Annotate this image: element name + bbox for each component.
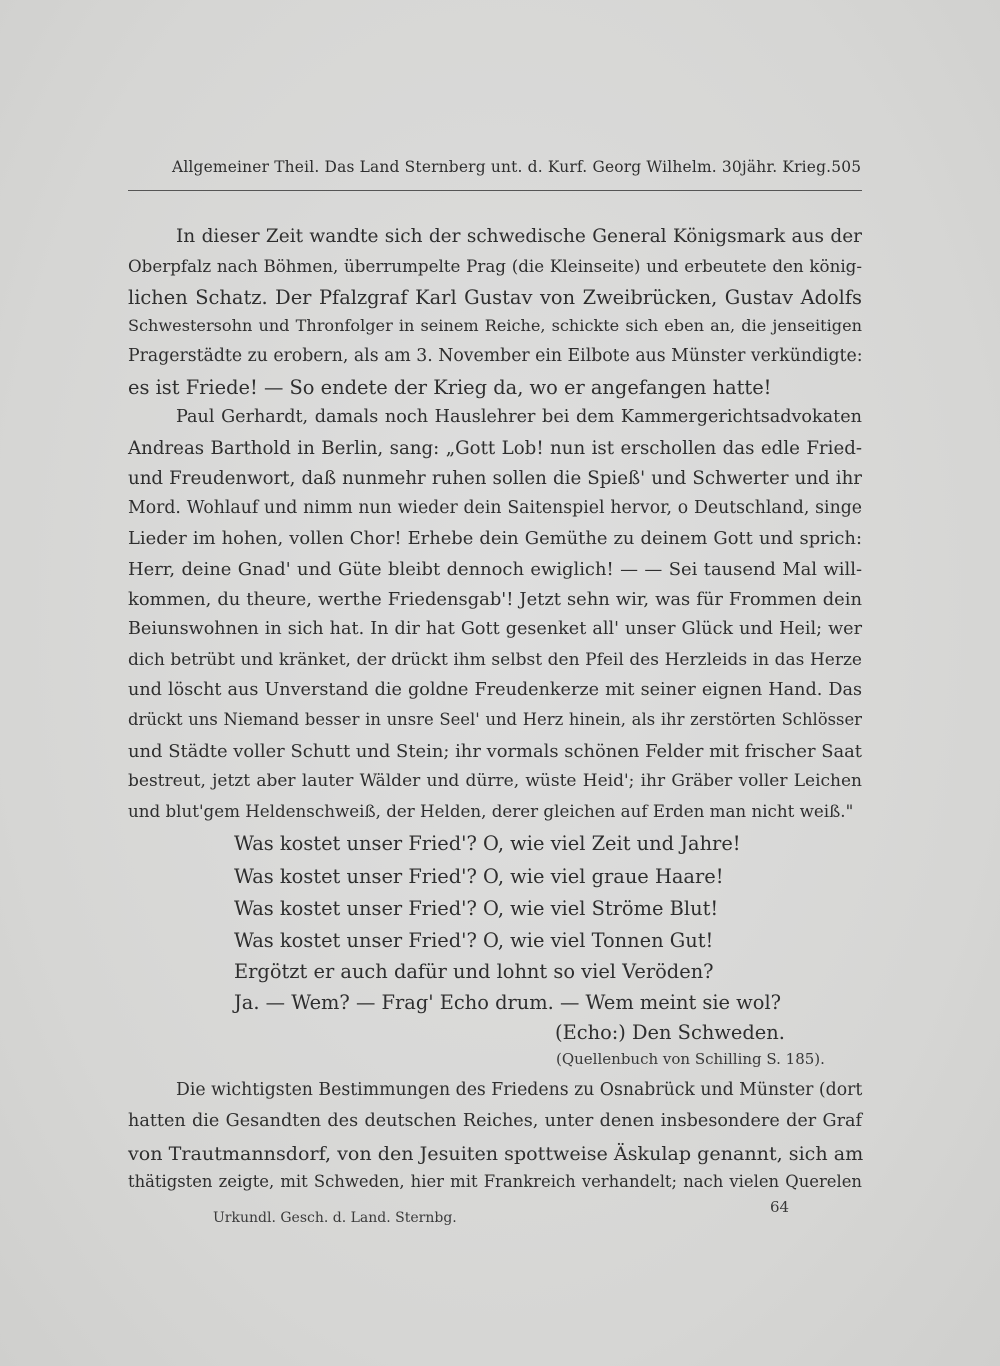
- echo-line: (Echo:) Den Schweden.: [555, 1021, 785, 1044]
- text-line: kommen, du theure, werthe Friedensgab'! Jetzt sehn wir, was für Frommen dein: [128, 589, 862, 610]
- text-line: hatten die Gesandten des deutschen Reiches, unter denen insbesondere der Graf: [128, 1111, 862, 1131]
- text-line: von Trautmannsdorf, von den Jesuiten spottweise Äskulap genannt, sich am: [128, 1142, 864, 1165]
- header-rule: [128, 190, 862, 191]
- verse-line: Ergötzt er auch dafür und lohnt so viel Veröden?: [234, 960, 714, 983]
- verse-line: Was kostet unser Fried'? O, wie viel Zeit und Jahre!: [234, 832, 741, 855]
- text-line: Beiunswohnen in sich hat. In dir hat Gott gesenket all' unser Glück und Heil; wer: [128, 619, 862, 639]
- text-line: und Freudenwort, daß nunmehr ruhen sollen die Spieß' und Schwerter und ihr: [128, 468, 862, 489]
- text-line: Pragerstädte zu erobern, als am 3. November ein Eilbote aus Münster verkündigte:: [128, 346, 863, 366]
- text-line: lichen Schatz. Der Pfalzgraf Karl Gustav von Zweibrücken, Gustav Adolfs: [128, 286, 862, 309]
- text-line: Mord. Wohlauf und nimm nun wieder dein Saitenspiel hervor, o Deutschland, singe: [128, 498, 862, 518]
- page-number: 505: [831, 158, 862, 176]
- text-line: Paul Gerhardt, damals noch Hauslehrer bei dem Kammergerichtsadvokaten: [176, 407, 862, 427]
- text-line: und blut'gem Heldenschweiß, der Helden, derer gleichen auf Erden man nicht weiß.": [128, 801, 854, 821]
- text-line: Oberpfalz nach Böhmen, überrumpelte Prag (die Kleinseite) und erbeutete den könig-: [128, 256, 862, 276]
- page-header: [172, 158, 860, 176]
- text-line: drückt uns Niemand besser in unsre Seel' und Herz hinein, als ihr zerstörten Schlösser: [128, 710, 862, 729]
- text-line: es ist Friede! — So endete der Krieg da, wo er angefangen hatte!: [128, 376, 772, 399]
- text-line: Schwestersohn und Thronfolger in seinem Reiche, schickte sich eben an, die jenseitigen: [128, 316, 862, 335]
- running-title: Allgemeiner Theil. Das Land Sternberg unt. d. Kurf. Georg Wilhelm. 30jähr. Krieg.: [172, 158, 832, 176]
- text-line: Lieder im hohen, vollen Chor! Erhebe dein Gemüthe zu deinem Gott und sprich:: [128, 528, 862, 549]
- verse-line: Was kostet unser Fried'? O, wie viel Tonnen Gut!: [234, 929, 714, 952]
- text-line: In dieser Zeit wandte sich der schwedische General Königsmark aus der: [176, 226, 862, 247]
- text-line: dich betrübt und kränket, der drückt ihm selbst den Pfeil des Herzleids in das Herze: [128, 650, 862, 670]
- verse-line: Was kostet unser Fried'? O, wie viel graue Haare!: [234, 865, 724, 888]
- text-line: Herr, deine Gnad' und Güte bleibt dennoch ewiglich! — — Sei tausend Mal will-: [128, 559, 862, 580]
- text-line: bestreut, jetzt aber lauter Wälder und dürre, wüste Heid'; ihr Gräber voller Leichen: [128, 771, 862, 791]
- text-line: Andreas Barthold in Berlin, sang: „Gott Lob! nun ist erschollen das edle Fried-: [128, 438, 862, 459]
- verse-line: Ja. — Wem? — Frag' Echo drum. — Wem meint sie wol?: [234, 991, 782, 1014]
- text-line: Die wichtigsten Bestimmungen des Friedens zu Osnabrück und Münster (dort: [176, 1080, 863, 1100]
- source-citation: (Quellenbuch von Schilling S. 185).: [556, 1050, 825, 1068]
- text-line: und löscht aus Unverstand die goldne Freudenkerze mit seiner eignen Hand. Das: [128, 680, 862, 700]
- text-line: thätigsten zeigte, mit Schweden, hier mit Frankreich verhandelt; nach vielen Querelen: [128, 1172, 862, 1191]
- verse-line: Was kostet unser Fried'? O, wie viel Ströme Blut!: [234, 897, 719, 920]
- sheet-number: 64: [770, 1198, 790, 1216]
- footer-signature: Urkundl. Gesch. d. Land. Sternbg.: [213, 1210, 457, 1226]
- text-line: und Städte voller Schutt und Stein; ihr vormals schönen Felder mit frischer Saat: [128, 741, 862, 762]
